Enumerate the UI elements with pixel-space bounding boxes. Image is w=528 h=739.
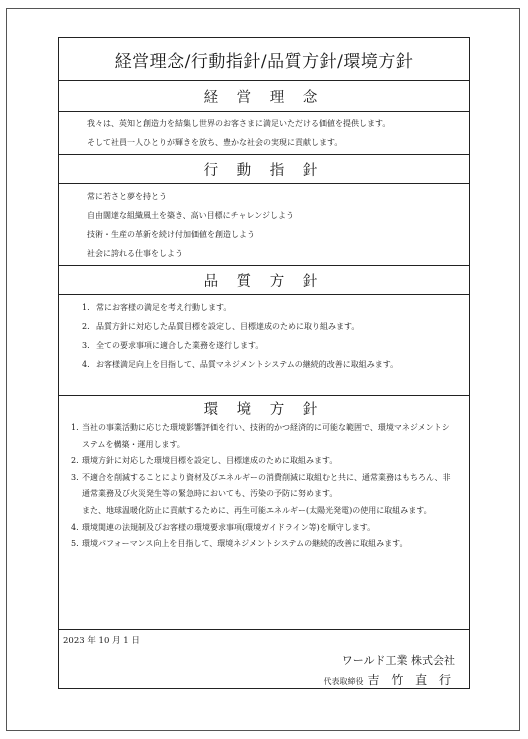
document-title: 経営理念/行動指針/品質方針/環境方針	[59, 38, 469, 81]
conduct-section	[59, 184, 469, 266]
item-number: 2.	[71, 456, 79, 466]
representative-title: 代表取締役	[323, 677, 364, 686]
item-number: 4.	[71, 522, 79, 532]
item-text: 環境パフォーマンス向上を目指して、環境ネジメントシステムの継続的改善に取組みます。	[82, 539, 408, 549]
issue-date: 2023 年 10 月 1 日	[63, 636, 140, 646]
item-number: 1.	[71, 423, 79, 432]
item-text: 常にお客様の満足を考え行動します。	[96, 303, 232, 312]
quality-item	[59, 317, 469, 336]
conduct-line: 技術・生産の革新を続け付加価値を創造しよう	[87, 230, 255, 239]
conduct-heading: 行 動 指 針	[59, 155, 469, 184]
environment-section	[59, 420, 469, 630]
item-text: 品質方針に対応した品質目標を設定し、目標達成のために取り組みます。	[96, 322, 360, 331]
item-text: 環境方針に対応した環境目標を設定し、目標達成のために取組みます。	[82, 456, 338, 466]
item-text: 環境関連の法規制及びお客様の環境要求事項(環境ガイドライン等)を順守します。	[82, 522, 376, 532]
item-number: 5.	[71, 539, 79, 549]
representative-name: 吉 竹 直 行	[367, 673, 455, 687]
signature-footer	[59, 630, 469, 706]
quality-section	[59, 295, 469, 396]
environment-item-continuation: また、地球温暖化防止に貢献するために、再生可能エネルギー(太陽光発電)の使用に取組みます。	[82, 505, 432, 515]
representative	[324, 671, 455, 688]
environment-item	[59, 536, 469, 553]
item-text: 全ての要求事項に適合した業務を遂行します。	[96, 341, 264, 350]
conduct-line: 社会に誇れる仕事をしよう	[87, 249, 183, 258]
company-name: ワールド工業 株式会社	[341, 654, 455, 667]
item-number: 1.	[82, 303, 90, 312]
item-number: 2.	[82, 322, 90, 331]
item-text: 不適合を削減することにより資材及びエネルギーの消費削減に取組むと共に、通常業務はもちろん、非通常業務及び火災発生等の緊急時においても、汚染の予防に努めます。	[82, 472, 451, 499]
item-number: 4.	[82, 360, 90, 369]
philosophy-heading: 経 営 理 念	[59, 81, 469, 112]
item-number: 3.	[82, 341, 90, 350]
environment-item	[59, 453, 469, 470]
environment-item	[59, 520, 469, 537]
philosophy-line: そして社員一人ひとりが輝きを放ち、豊かな社会の実現に貢献します。	[87, 138, 343, 147]
conduct-line: 常に若さと夢を持とう	[87, 192, 167, 201]
quality-item	[59, 355, 469, 374]
item-text: お客様満足向上を目指して、品質マネジメントシステムの継続的改善に取組みます。	[96, 360, 399, 369]
conduct-line: 自由闊達な組織風土を築き、高い目標にチャレンジしよう	[87, 211, 295, 220]
philosophy-line: 我々は、英知と創造力を結集し世界のお客さまに満足いただける価値を提供します。	[87, 119, 391, 128]
quality-heading: 品 質 方 針	[59, 266, 469, 295]
item-number: 3.	[71, 472, 79, 482]
quality-item	[59, 298, 469, 317]
environment-item	[59, 420, 469, 453]
policy-document	[58, 37, 470, 689]
philosophy-section	[59, 112, 469, 155]
item-text: 当社の事業活動に応じた環境影響評価を行い、技術的かつ経済的に可能な範囲で、環境マネジメントシステムを構築・運用します。	[82, 423, 450, 449]
environment-heading: 環 境 方 針	[203, 401, 325, 418]
environment-item	[59, 470, 469, 503]
quality-item	[59, 336, 469, 355]
